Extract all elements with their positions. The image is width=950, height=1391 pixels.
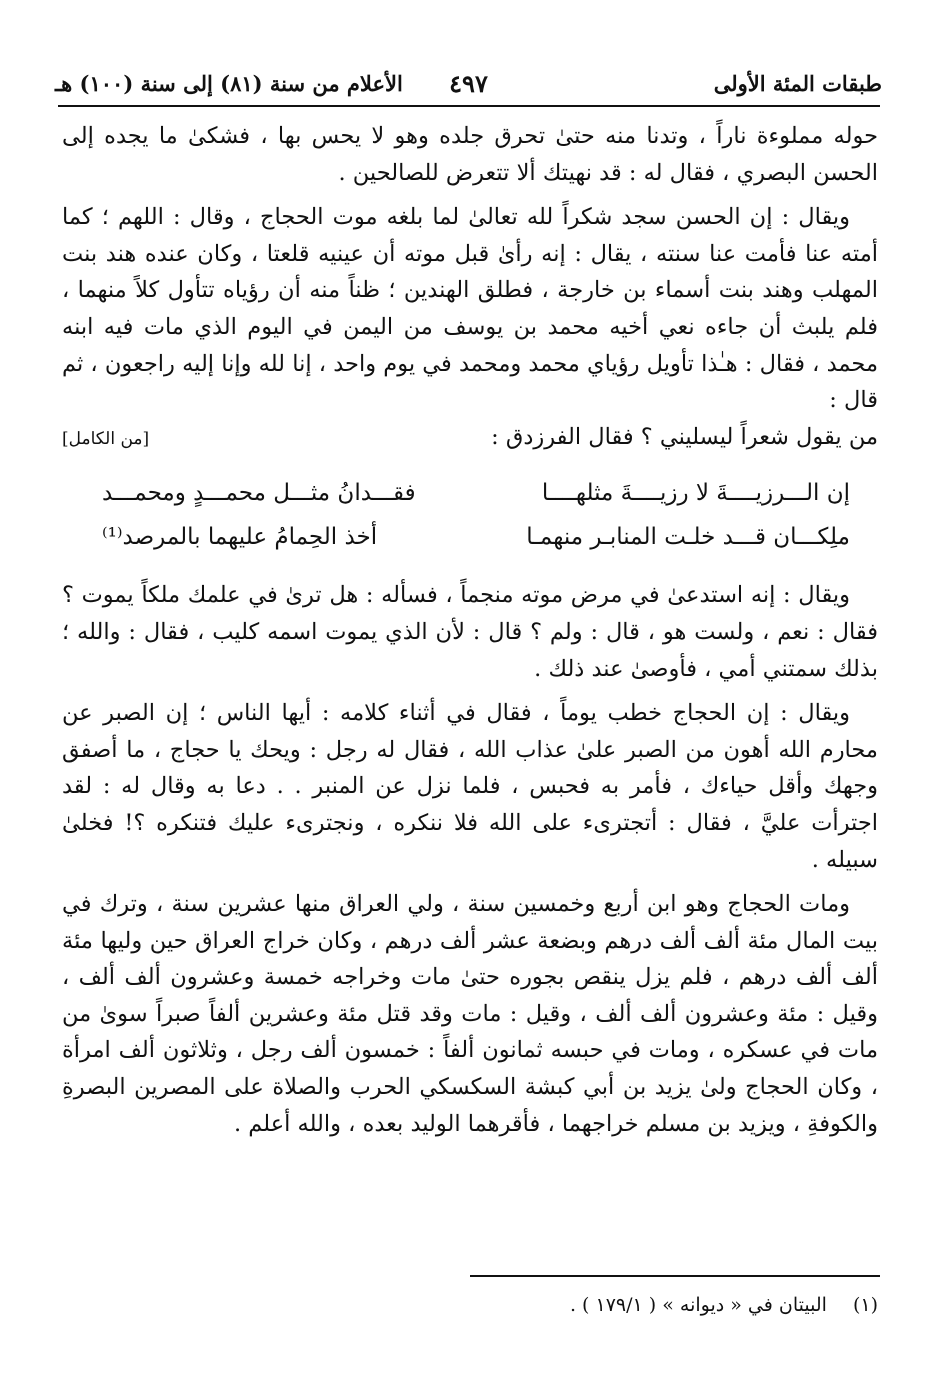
paragraph: حوله مملوءة ناراً ، وتدنا منه حتىٰ تحرق جلده وهو لا يحس بها ، فشكىٰ ما يجده إلى الحسن البصري ، فقال له : قد نهيتك ألا تتعرض للصالحين .	[62, 123, 878, 186]
hemistich-second: أخذ الحِمامُ عليهما بالمرصد⁽¹⁾	[102, 524, 378, 551]
header-divider	[58, 105, 880, 107]
paragraph: ومات الحجاج وهو ابن أربع وخمسين سنة ، ولي العراق منها عشرين سنة ، وترك في بيت المال مئة ألف ألف درهم وبضعة عشر ألف درهم ، وكان خراج العراق حين وليها مئة ألف ألف درهم ، فلم يزل ينقص بجوره حتىٰ مات وخراجه خمسة وعشرون ألف ألف ، وقيل : مئة وعشرون ألف ألف ، وقيل : مات وقد قتل مئة وعشرين ألفاً صبراً سوىٰ من مات في عسكره ، ومات في حبسه ثمانون ألفاً : خمسون ألف رجل ، وثلاثون ألف امرأة ، وكان الحجاج ولىٰ يزيد بن أبي كبشة السكسكي الحرب والصلاة على المصرين البصرةِ والكوفةِ ، ويزيد بن مسلم خراجهما ، فأقرهما الوليد بعده ، والله أعلم .	[62, 891, 878, 1137]
footnote-divider	[470, 1275, 880, 1277]
hemistich-first: ملِكـــان قـــد خلـت المنابـر منهمـا	[526, 524, 850, 551]
footnote-number: (١)	[852, 1294, 878, 1316]
page-header	[55, 60, 882, 104]
footnote	[570, 1292, 878, 1318]
page-number: ٤٩٧	[449, 69, 488, 98]
paragraph: ويقال : إنه استدعىٰ في مرض موته منجماً ، فسأله : هل ترىٰ في علمك ملكاً يموت ؟ فقال : نعم ، ولست هو ، قال : ولم ؟ قال : لأن الذي يموت اسمه كليب ، فقال : والله ؛ بذلك سمتني أمي ، فأوصىٰ عند ذلك .	[62, 582, 878, 682]
book-title: طبقات المئة الأولى	[713, 71, 882, 96]
hemistich-first: إن الـــرزيــــةَ لا رزيــــةَ مثلهــــا	[541, 480, 850, 507]
section-title: الأعلام من سنة (٨١) إلى سنة (١٠٠) هـ	[55, 71, 403, 96]
page-body	[62, 118, 878, 1150]
verse-line	[62, 515, 878, 559]
poem	[62, 471, 878, 559]
paragraph: ويقال : إن الحسن سجد شكراً لله تعالىٰ لما بلغه موت الحجاج ، وقال : اللهم ؛ كما أمته عنا فأمت عنا سنته ، يقال : إنه رأىٰ قبل موته أن عينيه قلعتا ، وكان عنده هند بنت المهلب وهند بنت أسماء بن خارجة ، فطلق الهندين ؛ ظناً منه أن رؤياه تتأول كلاً منهما ، فلم يلبث أن جاءه نعي أخيه محمد بن يوسف من اليمن في اليوم الذي مات فيه ابنه محمد ، فقال : هـٰذا تأويل رؤياي محمد ومحمد في يوم واحد ، إنا لله وإنا إليه راجعون ، ثم قال :	[62, 204, 878, 414]
poem-intro-line	[62, 419, 878, 458]
footnote-text: البيتان في « ديوانه » ( ١٧٩/١ ) .	[569, 1294, 827, 1316]
paragraph: ويقال : إن الحجاج خطب يوماً ، فقال في أثناء كلامه : أيها الناس ؛ إن الصبر عن محارم الله أهون من الصبر علىٰ عذاب الله ، فقال له رجل : ويحك يا حجاج ، ما أصفق وجهك وأقل حياءك ، فأمر به فحبس ، فلما نزل عن المنبر . . دعا به وقال له : لقد اجترأت عليَّ ، فقال : أتجترىء على الله فلا ننكره ، ونجترىء عليك فتنكره ؟! فخلىٰ سبيله .	[62, 700, 878, 873]
hemistich-second: فقـــدانُ مثـــل محمـــدٍ ومحمـــد	[102, 480, 416, 507]
meter-label: [من الكامل]	[62, 428, 150, 449]
poem-intro: من يقول شعراً ليسليني ؟ فقال الفرزدق :	[491, 423, 878, 450]
verse-line	[62, 471, 878, 515]
